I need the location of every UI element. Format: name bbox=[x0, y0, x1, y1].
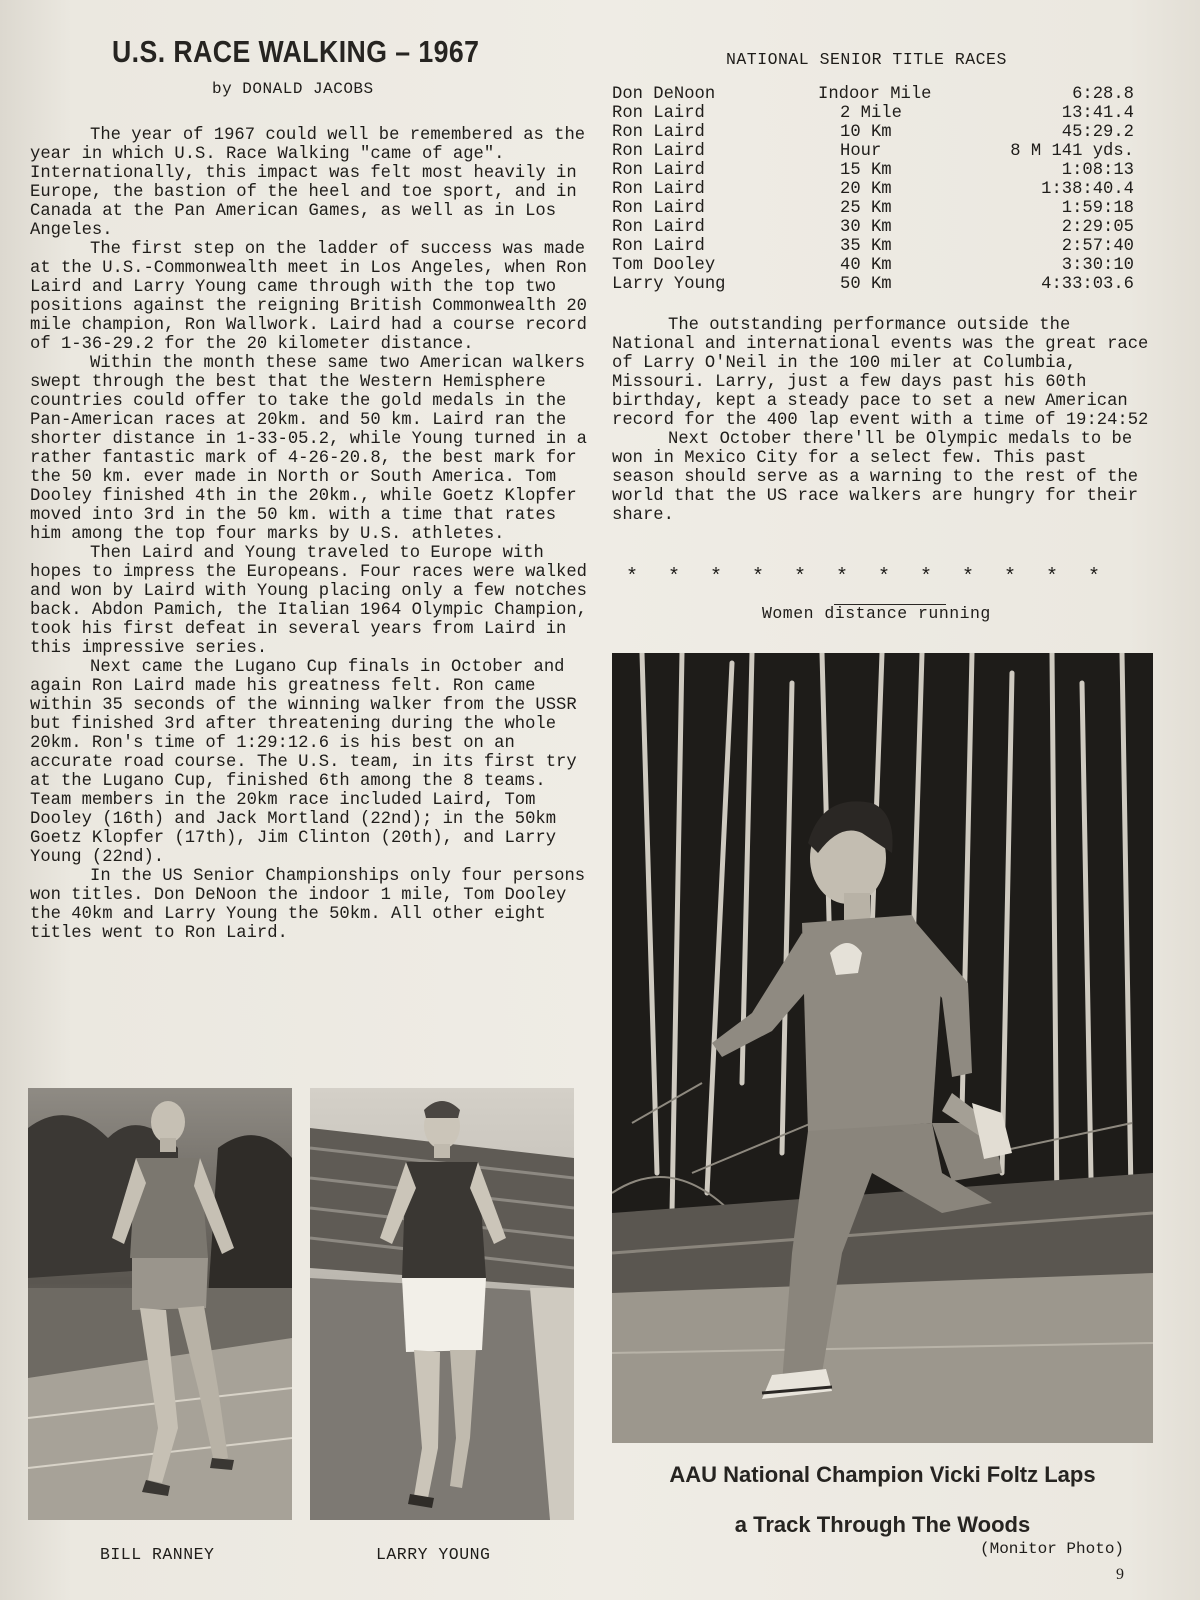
main-photo-caption: AAU National Champion Vicki Foltz Laps bbox=[669, 1462, 1096, 1487]
results-event: 35 Km bbox=[840, 237, 892, 256]
results-row bbox=[612, 180, 1142, 199]
results-time: 1:38:40.4 bbox=[1041, 180, 1134, 199]
results-time: 1:59:18 bbox=[1061, 199, 1134, 218]
results-time: 45:29.2 bbox=[1061, 123, 1134, 142]
section-heading: Women distance running bbox=[762, 604, 991, 623]
article-paragraph: Next October there'll be Olympic medals to be won in Mexico City for a select few. This past season should serve as a warning to the rest of the world that the US race walkers are hungry for their share. bbox=[612, 430, 1139, 525]
results-name: Ron Laird bbox=[612, 199, 705, 218]
photo-vicki-foltz bbox=[612, 653, 1153, 1443]
results-name: Ron Laird bbox=[612, 161, 705, 180]
results-row bbox=[612, 123, 1142, 142]
article-paragraph: In the US Senior Championships only four persons won titles. Don DeNoon the indoor 1 mile, Tom Dooley the 40km and Larry Young the 50km. All other eight titles went to Ron Laird. bbox=[30, 867, 586, 943]
results-event: 40 Km bbox=[840, 256, 892, 275]
right-column-text bbox=[612, 316, 1157, 525]
divider-text: * * * * * * * * * * * * bbox=[626, 566, 1110, 589]
article-paragraph: The outstanding performance outside the National and international events was the great race of Larry O'Neil in the 100 miler at Columbia, Missouri. Larry, just a few days past his 60th birthday, kept a steady pace to set a new American record for the 400 lap event with a time of 19:24:52 bbox=[612, 316, 1149, 430]
results-time: 3:30:10 bbox=[1061, 256, 1134, 275]
results-table bbox=[612, 85, 1142, 294]
article-paragraph: Then Laird and Young traveled to Europe with hopes to impress the Europeans. Four races were walked and won by Laird with Young placing only a few notches back. Abdon Pamich, the Italian 1964 Olympic Champion, took his first defeat in several years from Laird in this impressive series. bbox=[30, 544, 587, 658]
star-divider bbox=[626, 566, 1146, 589]
results-name: Ron Laird bbox=[612, 142, 705, 161]
results-event: 50 Km bbox=[840, 275, 892, 294]
results-row bbox=[612, 199, 1142, 218]
walker-photo-illustration bbox=[310, 1088, 574, 1520]
results-event: Indoor Mile bbox=[818, 85, 932, 104]
results-time: 8 M 141 yds. bbox=[1010, 142, 1134, 161]
results-event: 15 Km bbox=[840, 161, 892, 180]
article-title: U.S. RACE WALKING – 1967 bbox=[112, 34, 480, 69]
results-row bbox=[612, 275, 1142, 294]
results-event: Hour bbox=[840, 142, 882, 161]
results-time: 4:33:03.6 bbox=[1041, 275, 1134, 294]
walker-photo-illustration bbox=[28, 1088, 292, 1520]
results-event: 30 Km bbox=[840, 218, 892, 237]
results-event: 10 Km bbox=[840, 123, 892, 142]
results-name: Ron Laird bbox=[612, 123, 705, 142]
runner-photo-illustration bbox=[612, 653, 1153, 1443]
article-paragraph: Within the month these same two American walkers swept through the best that the Western Hemisphere countries could offer to take the gold medals in the Pan-American races at 20km. and 50 km. Laird ran the shorter distance in 1-33-05.2, while Young turned in a rather fantastic mark of 4-26-20.8, the best mark for the 50 km. ever made in North or South America. Tom Dooley finished 4th in the 20km., while Goetz Klopfer moved into 3rd in the 50 km. with a time that rates him among the top four marks by U.S. athletes. bbox=[30, 354, 587, 544]
results-time: 1:08:13 bbox=[1061, 161, 1134, 180]
results-name: Ron Laird bbox=[612, 218, 705, 237]
results-row bbox=[612, 256, 1142, 275]
results-name: Don DeNoon bbox=[612, 85, 716, 104]
article-body bbox=[30, 126, 590, 943]
article-paragraph: Next came the Lugano Cup finals in October and again Ron Laird made his greatness felt. Ron came within 35 seconds of the winning walker from the USSR but finished 3rd after threatening during the whole 20km. Ron's time of 1:29:12.6 is his best on an accurate road course. The U.S. team, in its first try at the Lugano Cup, finished 6th among the 8 teams. Team members in the 20km race included Laird, Tom Dooley (16th) and Jack Mortland (22nd); in the 50km Goetz Klopfer (17th), Jim Clinton (20th), and Larry Young (22nd). bbox=[30, 658, 577, 867]
article-byline: by DONALD JACOBS bbox=[212, 80, 374, 98]
main-photo-caption: a Track Through The Woods bbox=[734, 1512, 1031, 1537]
results-row bbox=[612, 85, 1142, 104]
photo-caption: LARRY YOUNG bbox=[376, 1545, 491, 1564]
photo-larry-young bbox=[310, 1088, 574, 1520]
results-name: Ron Laird bbox=[612, 180, 705, 199]
results-time: 13:41.4 bbox=[1061, 104, 1134, 123]
results-time: 6:28.8 bbox=[1072, 85, 1134, 104]
article-paragraph: The year of 1967 could well be remembered as the year in which U.S. Race Walking "came of age". Internationally, this impact was felt most heavily in Europe, the bastion of the heel and toe sport, and in Canada at the Pan American Games, as well as in Los Angeles. bbox=[30, 126, 586, 240]
results-event: 2 Mile bbox=[840, 104, 902, 123]
results-row bbox=[612, 104, 1142, 123]
photo-credit: (Monitor Photo) bbox=[980, 1540, 1125, 1558]
results-event: 20 Km bbox=[840, 180, 892, 199]
results-name: Larry Young bbox=[612, 275, 726, 294]
results-row bbox=[612, 161, 1142, 180]
photo-caption: BILL RANNEY bbox=[100, 1545, 215, 1564]
results-row bbox=[612, 142, 1142, 161]
article-paragraph: The first step on the ladder of success was made at the U.S.-Commonwealth meet in Los Angeles, when Ron Laird and Larry Young came through with the top two positions against the reigning British Commonwealth 20 mile champion, Ron Wallwork. Laird had a course record of 1-36-29.2 for the 20 kilometer distance. bbox=[30, 240, 587, 354]
results-title: NATIONAL SENIOR TITLE RACES bbox=[726, 50, 1007, 69]
results-name: Ron Laird bbox=[612, 237, 705, 256]
page-number: 9 bbox=[1116, 1566, 1124, 1583]
results-name: Ron Laird bbox=[612, 104, 705, 123]
results-name: Tom Dooley bbox=[612, 256, 716, 275]
results-event: 25 Km bbox=[840, 199, 892, 218]
results-time: 2:57:40 bbox=[1061, 237, 1134, 256]
results-time: 2:29:05 bbox=[1061, 218, 1134, 237]
photo-bill-ranney bbox=[28, 1088, 292, 1520]
results-row bbox=[612, 218, 1142, 237]
results-row bbox=[612, 237, 1142, 256]
